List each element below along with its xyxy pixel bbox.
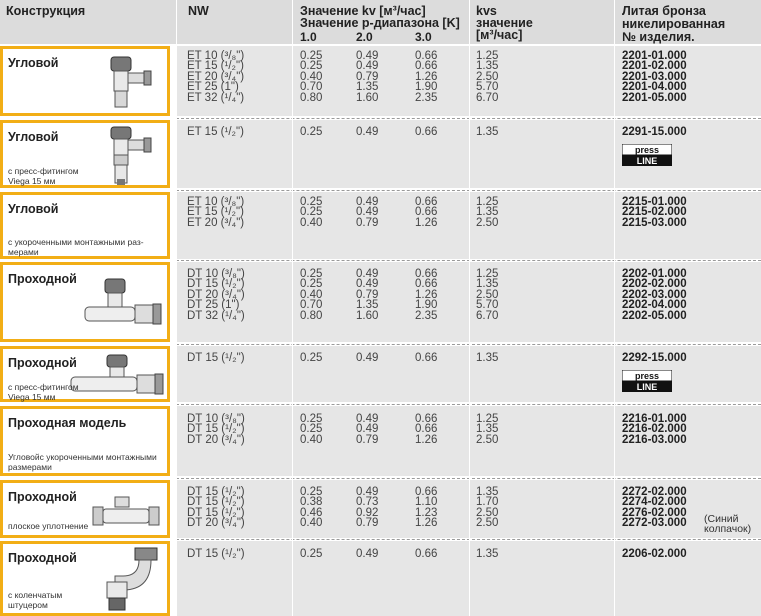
product-card-elbow xyxy=(0,541,170,616)
nw-values: DT 15 (¹/₂") xyxy=(187,548,245,560)
header-kvs-line3: [м³/час] xyxy=(476,28,523,42)
pressline-logo-icon xyxy=(622,144,672,166)
product-title: Угловой xyxy=(8,130,59,144)
kv-p3-values: 0.66 xyxy=(415,548,438,560)
product-title: Угловой xyxy=(8,56,59,70)
kvs-values: 1.25 1.35 2.50 xyxy=(476,196,499,229)
col-divider xyxy=(614,0,615,616)
header-construction: Конструкция xyxy=(6,4,86,18)
kv-p1-values: 0.25 0.25 0.40 xyxy=(300,196,323,229)
col-divider xyxy=(469,0,470,616)
kv-p3-values: 0.66 0.66 1.26 xyxy=(415,413,438,446)
kv-p2-values: 0.49 0.49 0.79 xyxy=(356,196,379,229)
article-numbers: 2272-02.000 2274-02.000 2276-02.000 2272-03.000 xyxy=(622,486,687,530)
header-kvs-line2: значение xyxy=(476,16,533,30)
header-art-line3: № изделия. xyxy=(622,30,695,44)
col-divider xyxy=(176,0,177,616)
header-p1: 1.0 xyxy=(300,30,317,44)
kv-p2-values: 0.49 0.49 0.79 1.35 1.60 xyxy=(356,268,379,322)
product-card-angle-press xyxy=(0,120,170,188)
angle-press-valve-icon xyxy=(101,125,161,187)
kv-p1-values: 0.25 0.25 0.40 0.70 0.80 xyxy=(300,268,323,322)
kv-p1-values: 0.25 0.25 0.40 xyxy=(300,413,323,446)
kvs-values: 1.25 1.35 2.50 5.70 6.70 xyxy=(476,50,499,104)
product-title: Проходной xyxy=(8,356,77,370)
kv-p3-values: 0.66 0.66 1.26 1.90 2.35 xyxy=(415,50,438,104)
nw-values: ET 15 (¹/₂") xyxy=(187,126,244,138)
product-card-straight xyxy=(0,262,170,342)
nw-values: DT 15 (¹/₂") xyxy=(187,352,245,364)
logo-text-top: press xyxy=(634,371,660,381)
kv-p1-values: 0.25 0.38 0.46 0.40 xyxy=(300,486,323,530)
kvs-values: 1.35 xyxy=(476,126,499,138)
kv-p2-values: 0.49 xyxy=(356,548,379,560)
product-note: с пресс-фитингом Viega 15 мм xyxy=(8,166,79,186)
kv-p2-values: 0.49 0.49 0.79 xyxy=(356,413,379,446)
col-divider xyxy=(292,0,293,616)
header-p2: 2.0 xyxy=(356,30,373,44)
kvs-values: 1.35 1.70 2.50 2.50 xyxy=(476,486,499,530)
article-numbers: 2201-01.000 2201-02.000 2201-03.000 2201-04.000 2201-05.000 xyxy=(622,50,687,104)
product-note: Угловойс укороченными монтажными размерами xyxy=(8,452,157,472)
article-numbers: 2206-02.000 xyxy=(622,548,687,560)
header-art-line2: никелированная xyxy=(622,17,726,31)
kv-p2-values: 0.49 xyxy=(356,352,379,364)
article-numbers: 2292-15.000 xyxy=(622,352,687,364)
kv-p2-values: 0.49 0.49 0.79 1.35 1.60 xyxy=(356,50,379,104)
header-kv-line1: Значение kv [м³/час] xyxy=(300,4,426,18)
kv-p1-values: 0.25 xyxy=(300,352,323,364)
kvs-values: 1.35 xyxy=(476,548,499,560)
flat-seal-valve-icon xyxy=(91,495,163,531)
straight-valve-icon xyxy=(83,277,165,337)
article-numbers: 2216-01.000 2216-02.000 2216-03.000 xyxy=(622,413,687,446)
kvs-values: 1.35 xyxy=(476,352,499,364)
article-numbers: 2215-01.000 2215-02.000 2215-03.000 xyxy=(622,196,687,229)
logo-text-bottom: LINE xyxy=(636,156,658,166)
product-title: Проходной xyxy=(8,490,77,504)
elbow-valve-icon xyxy=(99,546,163,614)
kv-p1-values: 0.25 0.25 0.40 0.70 0.80 xyxy=(300,50,323,104)
kv-p2-values: 0.49 0.73 0.92 0.79 xyxy=(356,486,379,530)
header-p3: 3.0 xyxy=(415,30,432,44)
product-title: Угловой xyxy=(8,202,59,216)
kv-p1-values: 0.25 xyxy=(300,126,323,138)
product-card-straight-short xyxy=(0,406,170,476)
product-note: с пресс-фитингом Viega 15 мм xyxy=(8,382,79,402)
kv-p3-values: 0.66 0.66 1.26 xyxy=(415,196,438,229)
product-title: Проходная модель xyxy=(8,416,127,430)
product-card-straight-press xyxy=(0,346,170,402)
logo-text-top: press xyxy=(634,145,660,155)
product-card-angle-short xyxy=(0,192,170,259)
kv-p1-values: 0.25 xyxy=(300,548,323,560)
product-note: с коленчатым штуцером xyxy=(8,590,63,610)
header-nw: NW xyxy=(188,4,209,18)
kv-p3-values: 0.66 xyxy=(415,352,438,364)
kv-p3-values: 0.66 xyxy=(415,126,438,138)
blue-cap-comment: (Синий колпачок) xyxy=(704,513,752,536)
article-numbers: 2291-15.000 xyxy=(622,126,687,138)
logo-text-bottom: LINE xyxy=(636,382,658,392)
nw-values: DT 10 (³/₈") DT 15 (¹/₂") DT 20 (³/₄") DT 25 (1") DT 32 (¹/₄") xyxy=(187,268,245,322)
header-kv-line2: Значение p-диапазона [K] xyxy=(300,16,460,30)
product-title: Проходной xyxy=(8,551,77,565)
kv-p2-values: 0.49 xyxy=(356,126,379,138)
kvs-values: 1.25 1.35 2.50 xyxy=(476,413,499,446)
nw-values: ET 10 (³/₈") ET 15 (¹/₂") ET 20 (³/₄") xyxy=(187,196,245,229)
product-title: Проходной xyxy=(8,272,77,286)
kv-p3-values: 0.66 1.10 1.23 1.26 xyxy=(415,486,438,530)
product-note: плоское уплотнение xyxy=(8,521,89,531)
angle-valve-icon xyxy=(103,55,159,111)
nw-values: ET 10 (³/₈") ET 15 (¹/₂") ET 20 (³/₄") ET 25 (1") ET 32 (¹/₄") xyxy=(187,50,245,104)
product-note: с укороченными монтажными раз- мерами xyxy=(8,237,144,257)
article-numbers: 2202-01.000 2202-02.000 2202-03.000 2202-04.000 2202-05.000 xyxy=(622,268,687,322)
kv-p3-values: 0.66 0.66 1.26 1.90 2.35 xyxy=(415,268,438,322)
pressline-logo-icon xyxy=(622,370,672,392)
nw-values: DT 10 (³/₈") DT 15 (¹/₂") DT 20 (³/₄") xyxy=(187,413,245,446)
product-card-angle xyxy=(0,46,170,116)
straight-press-valve-icon xyxy=(69,353,167,399)
header-art-line1: Литая бронза xyxy=(622,4,706,18)
header-kvs-line1: kvs xyxy=(476,4,497,18)
product-card-straight-flat xyxy=(0,480,170,538)
kvs-values: 1.25 1.35 2.50 5.70 6.70 xyxy=(476,268,499,322)
nw-values: DT 15 (¹/₂") DT 15 (¹/₂") DT 15 (¹/₂") DT 20 (³/₄") xyxy=(187,486,245,530)
